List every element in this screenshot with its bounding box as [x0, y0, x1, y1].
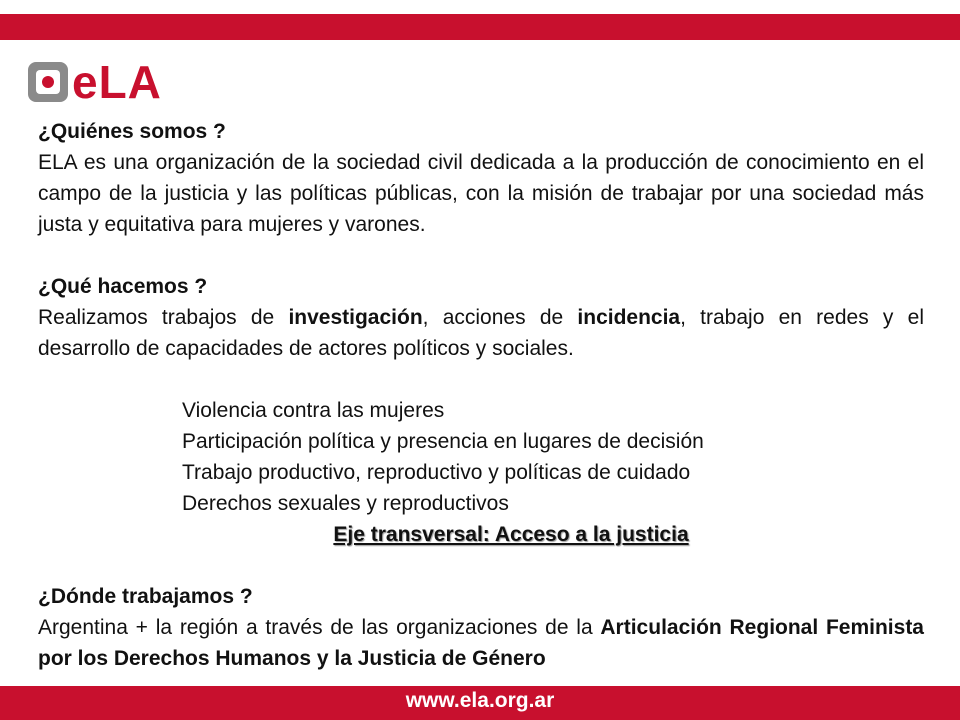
what-body-part1: Realizamos trabajos de — [38, 306, 289, 329]
where-bold-network: Articulación Regional Feminista por los Derechos Humanos y la Justicia de Género — [38, 616, 924, 670]
topic-item: Violencia contra las mujeres — [182, 399, 445, 422]
who-body: ELA es una organización de la sociedad civil dedicada a la producción de conocimiento en el campo de la justicia y las políticas públicas, con la misión de trabajar por una sociedad más justa y equitativa para mujeres y varones. — [38, 151, 924, 236]
logo-mark-icon — [28, 62, 68, 102]
top-accent-bar — [0, 14, 960, 40]
what-bold-investigacion: investigación — [288, 306, 423, 329]
spacer — [38, 550, 924, 581]
where-body-part1: Argentina + la región a través de las organizaciones de la — [38, 616, 601, 639]
transversal-axis: Eje transversal: Acceso a la justicia — [333, 523, 689, 546]
where-heading: ¿Dónde trabajamos ? — [38, 585, 253, 608]
main-content — [38, 116, 924, 674]
what-heading: ¿Qué hacemos ? — [38, 275, 208, 298]
logo-text: eLA — [72, 56, 162, 108]
where-body — [38, 612, 924, 674]
who-heading: ¿Quiénes somos ? — [38, 120, 226, 143]
what-body-part3: , trabajo en redes y el desarrollo de capacidades de actores políticos y sociales. — [38, 306, 924, 360]
spacer — [38, 240, 924, 271]
footer-url-link[interactable]: www.ela.org.ar — [405, 689, 555, 712]
topic-item: Derechos sexuales y reproductivos — [182, 492, 509, 515]
ela-logo — [28, 56, 162, 108]
topic-item: Trabajo productivo, reproductivo y políticas de cuidado — [182, 461, 691, 484]
topics-list — [38, 395, 924, 519]
what-body-part2: , acciones de — [422, 306, 578, 329]
topic-item: Participación política y presencia en lugares de decisión — [182, 430, 704, 453]
what-bold-incidencia: incidencia — [577, 306, 681, 329]
what-body — [38, 302, 924, 364]
spacer — [38, 364, 924, 395]
